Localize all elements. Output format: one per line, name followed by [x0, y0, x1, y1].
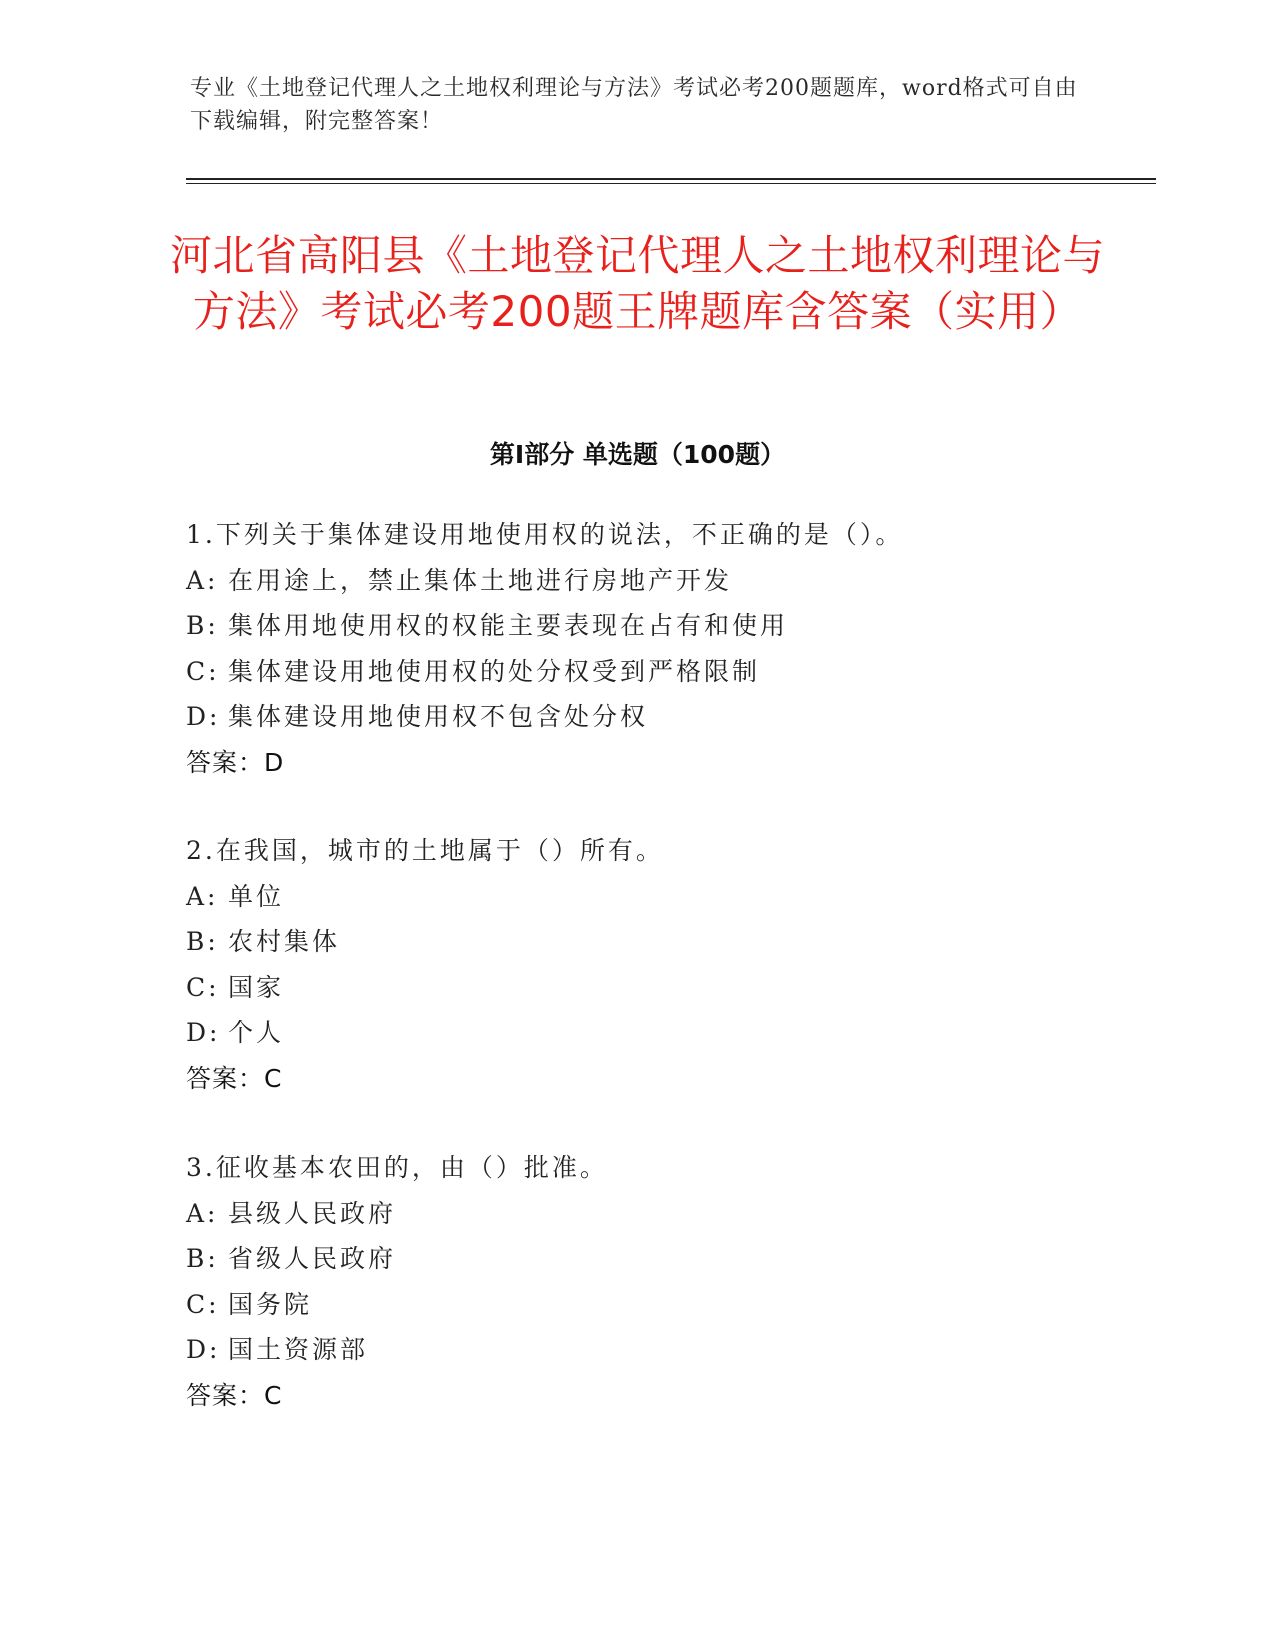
- option-key: C:: [186, 656, 220, 686]
- option-key: D:: [186, 702, 221, 731]
- question-1: [186, 518, 1136, 780]
- option-text: 集体建设用地使用权不包含处分权: [228, 702, 649, 731]
- option-c: [186, 1288, 1136, 1334]
- option-text: 个人: [228, 1018, 285, 1047]
- option-text: 农村集体: [228, 927, 341, 956]
- option-a: [186, 1197, 1136, 1243]
- option-text: 单位: [228, 881, 285, 911]
- option-text: 集体建设用地使用权的处分权受到严格限制: [228, 656, 761, 686]
- header-divider-thick: [186, 178, 1156, 180]
- option-key: A:: [186, 1198, 219, 1228]
- option-text: 集体用地使用权的权能主要表现在占有和使用: [228, 611, 789, 640]
- question-2: [186, 834, 1136, 1096]
- option-text: 县级人民政府: [228, 1198, 397, 1228]
- option-key: C:: [186, 972, 220, 1002]
- option-c: [186, 655, 1136, 701]
- option-key: D:: [186, 1335, 221, 1364]
- header-divider-thin: [186, 183, 1156, 184]
- option-d: [186, 1016, 1136, 1062]
- answer: 答案：D: [186, 747, 285, 777]
- question-3: [186, 1151, 1136, 1413]
- answer: 答案：C: [186, 1380, 283, 1410]
- option-key: B:: [186, 927, 219, 956]
- question-stem: 3.征收基本农田的，由（）批准。: [186, 1153, 608, 1182]
- option-b: [186, 1242, 1136, 1288]
- option-key: B:: [186, 611, 219, 640]
- option-b: [186, 925, 1136, 971]
- option-d: [186, 700, 1136, 746]
- option-text: 省级人民政府: [228, 1244, 397, 1273]
- option-text: 国家: [228, 972, 285, 1002]
- option-text: 国土资源部: [228, 1335, 369, 1364]
- option-key: A:: [186, 881, 219, 911]
- option-d: [186, 1333, 1136, 1379]
- question-stem: 1.下列关于集体建设用地使用权的说法，不正确的是（）。: [186, 520, 904, 549]
- option-c: [186, 971, 1136, 1017]
- option-b: [186, 609, 1136, 655]
- option-text: 国务院: [228, 1289, 313, 1319]
- option-a: [186, 880, 1136, 926]
- option-key: C:: [186, 1289, 220, 1319]
- option-text: 在用途上，禁止集体土地进行房地产开发: [228, 565, 733, 595]
- question-stem: 2.在我国，城市的土地属于（）所有。: [186, 836, 664, 865]
- option-a: [186, 564, 1136, 610]
- header-note: 专业《土地登记代理人之土地权利理论与方法》考试必考200题题库，word格式可自由下载编辑，附完整答案！: [190, 76, 1078, 134]
- document-title: 河北省高阳县《土地登记代理人之土地权利理论与方法》考试必考200题王牌题库含答案（实用）: [169, 231, 1105, 336]
- option-key: D:: [186, 1018, 221, 1047]
- option-key: B:: [186, 1244, 219, 1273]
- section-title: 第I部分 单选题（100题）: [489, 440, 786, 469]
- option-key: A:: [186, 565, 219, 595]
- answer: 答案：C: [186, 1063, 283, 1093]
